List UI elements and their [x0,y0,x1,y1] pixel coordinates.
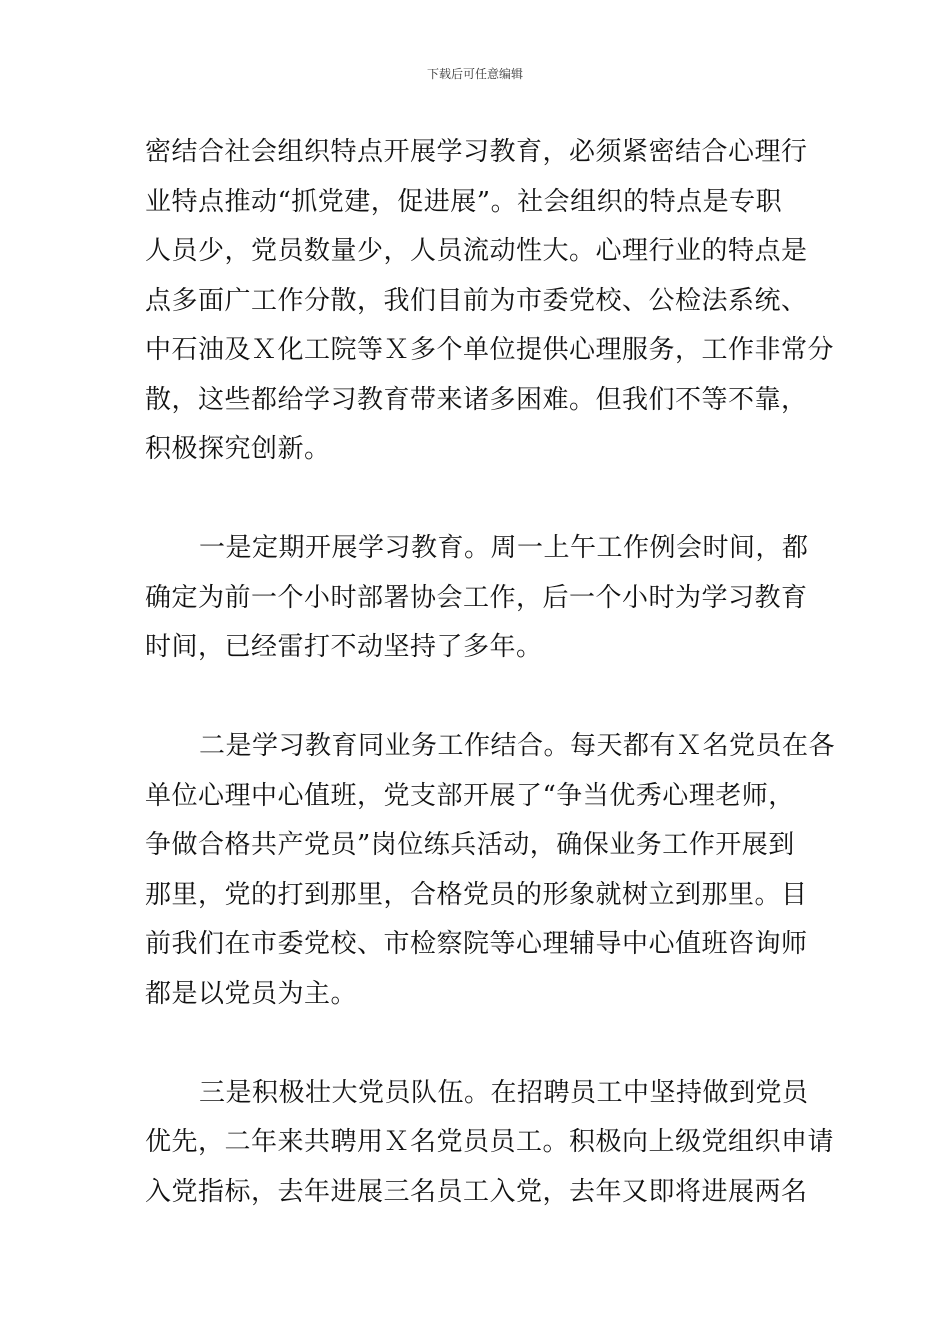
paragraph-spacer [145,1019,813,1069]
paragraph-4 [145,1069,835,1218]
text-line: 那里，党的打到那里，合格党员的形象就树立到那里。目 [145,879,808,910]
text-line: 三是积极壮大党员队伍。在招聘员工中坚持做到党员 [199,1077,809,1108]
text-line: 散，这些都给学习教育带来诸多困难。但我们不等不靠， [145,384,808,415]
paragraph-3 [145,722,836,1019]
text-line: 密结合社会组织特点开展学习教育，必须紧密结合心理行 [145,137,808,167]
text-line: 争做合格共产党员”岗位练兵活动，确保业务工作开展到 [145,830,795,860]
paragraph-2 [145,524,813,673]
text-line: 前我们在市委党校、市检察院等心理辅导中心值班咨询师 [145,929,808,959]
text-line: 点多面广工作分散，我们目前为市委党校、公检法系统、 [145,285,808,316]
text-line: 中石油及Ｘ化工院等Ｘ多个单位提供心理服务，工作非常分 [145,335,835,365]
text-line: 入党指标，去年进展三名员工入党，去年又即将进展两名 [145,1176,808,1207]
paragraph-1 [145,128,835,475]
text-line: 时间，已经雷打不动坚持了多年。 [145,632,543,662]
document-body [145,128,836,1217]
text-line: 都是以党员为主。 [145,978,358,1009]
text-line: 人员少，党员数量少，人员流动性大。心理行业的特点是 [145,236,808,266]
text-line: 确定为前一个小时部署协会工作，后一个小时为学习教育 [145,582,808,613]
text-line: 优先，二年来共聘用Ｘ名党员员工。积极向上级党组织申请 [145,1127,835,1157]
text-line: 业特点推动“抓党建，促进展”。社会组织的特点是专职 [145,186,783,217]
text-line: 一是定期开展学习教育。周一上午工作例会时间，都 [199,533,809,563]
text-line: 单位心理中心值班，党支部开展了“争当优秀心理老师， [145,780,795,811]
text-line: 积极探究创新。 [145,434,331,464]
header-note: 下载后可任意编辑 [426,67,523,81]
text-line: 二是学习教育同业务工作结合。每天都有Ｘ名党员在各 [199,731,836,761]
paragraph-spacer [145,673,813,723]
paragraph-spacer [145,475,813,525]
